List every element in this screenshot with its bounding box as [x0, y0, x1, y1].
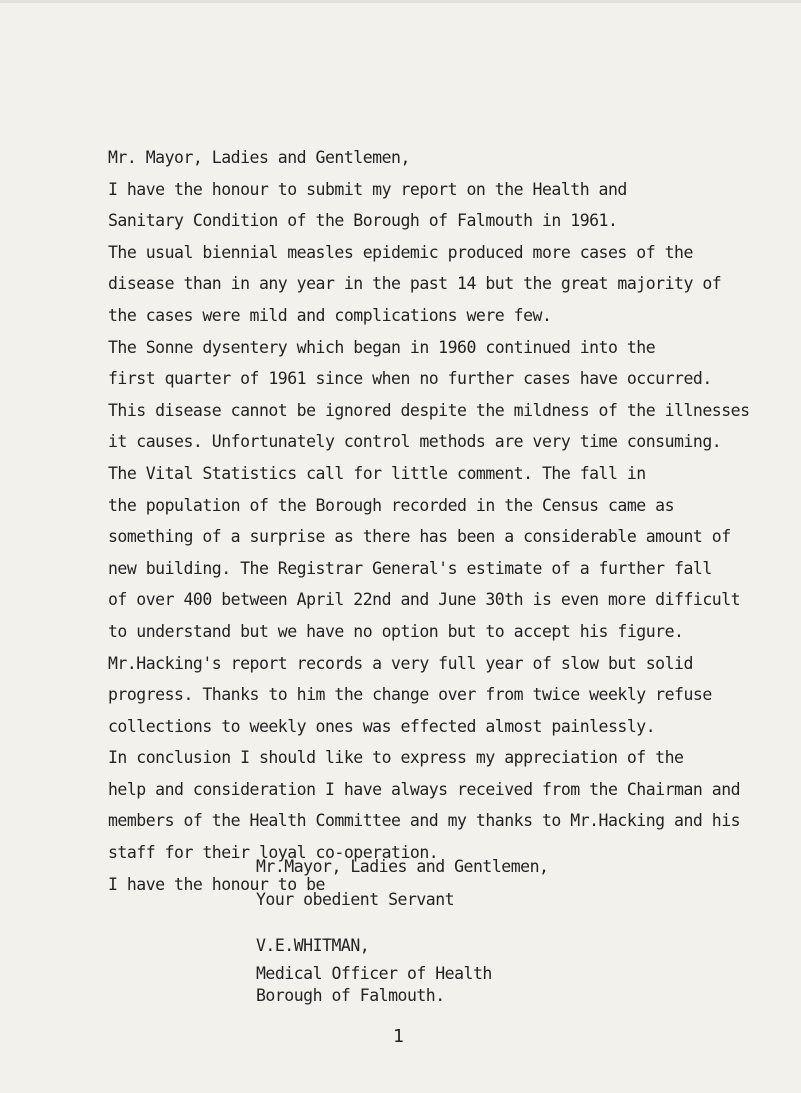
letter-line: The Vital Statistics call for little comment. The fall in [108, 463, 646, 483]
page-edge [0, 0, 801, 3]
letter-line: Mr.Hacking's report records a very full year of slow but solid [108, 653, 693, 673]
letter-line: The Sonne dysentery which began in 1960 continued into the [108, 337, 656, 357]
letter-line: to understand but we have no option but to accept his figure. [108, 621, 684, 641]
closing-line: Your obedient Servant [256, 890, 455, 909]
letter-line: it causes. Unfortunately control methods are very time consuming. [108, 432, 722, 452]
letter-line: collections to weekly ones was effected almost painlessly. [108, 716, 656, 736]
letter-line: I have the honour to be [108, 874, 325, 894]
page-number: 1 [393, 1026, 404, 1047]
letter-line: This disease cannot be ignored despite the mildness of the illnesses [108, 400, 750, 420]
letter-line: The usual biennial measles epidemic produced more cases of the [108, 242, 693, 262]
letter-line: the cases were mild and complications were few. [108, 305, 552, 325]
letter-line: members of the Health Committee and my thanks to Mr.Hacking and his [108, 811, 741, 831]
letter-line: first quarter of 1961 since when no further cases have occurred. [108, 369, 712, 389]
letter-line: help and consideration I have always received from the Chairman and [108, 779, 741, 799]
letter-line: something of a surprise as there has been a considerable amount of [108, 527, 731, 547]
letter-line: I have the honour to submit my report on the Health and [108, 179, 627, 199]
letter-line: Sanitary Condition of the Borough of Falmouth in 1961. [108, 211, 618, 231]
letter-line: progress. Thanks to him the change over from twice weekly refuse [108, 685, 712, 705]
signatory-title: Medical Officer of Health [256, 964, 492, 983]
letter-line: new building. The Registrar General's estimate of a further fall [108, 558, 712, 578]
letter-line: In conclusion I should like to express my appreciation of the [108, 748, 684, 768]
signature: V.E.WHITMAN, [256, 936, 370, 955]
letter-line: staff for their loyal co-operation. [108, 843, 439, 863]
letter-line: of over 400 between April 22nd and June 30th is even more difficult [108, 590, 741, 610]
letter-line: disease than in any year in the past 14 but the great majority of [108, 274, 722, 294]
signatory-borough: Borough of Falmouth. [256, 986, 445, 1005]
salutation: Mr. Mayor, Ladies and Gentlemen, [108, 148, 410, 167]
letter-line: the population of the Borough recorded in the Census came as [108, 495, 675, 515]
letter-body [108, 142, 788, 900]
closing-salutation: Mr.Mayor, Ladies and Gentlemen, [256, 857, 549, 876]
